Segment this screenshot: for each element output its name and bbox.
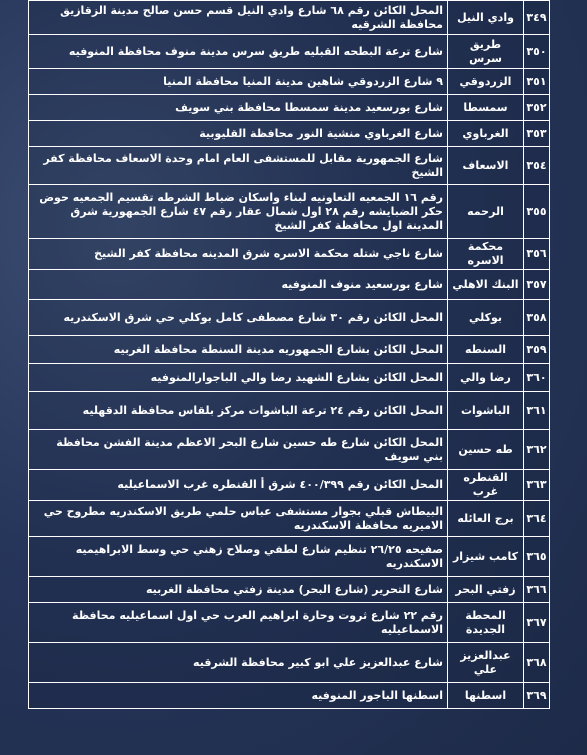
row-number: ٣٦٨ — [524, 643, 550, 683]
branch-address: شارع الجمهورية مقابل للمستشفى العام امام وحدة الاسعاف محافظة كفر الشيخ — [29, 147, 448, 185]
branch-address: صفيحه ٢٦/٢٥ تنظيم شارع لطفي وصلاح زهني حي وسط الابراهيميه الاسكندريه — [29, 537, 448, 577]
branch-name: السنطه — [448, 336, 524, 364]
branches-table-body — [29, 1, 550, 709]
table-row — [29, 364, 550, 392]
branch-name: كامب شيزار — [448, 537, 524, 577]
row-number: ٣٦١ — [524, 392, 550, 430]
branch-name: سمسطا — [448, 95, 524, 121]
branch-name: محكمة الاسره — [448, 239, 524, 270]
branch-name: اسطنها — [448, 683, 524, 709]
table-row — [29, 121, 550, 147]
branch-name: عبدالعزيز علي — [448, 643, 524, 683]
branch-name: المحطة الجديدة — [448, 603, 524, 643]
table-row — [29, 1, 550, 35]
table-row — [29, 603, 550, 643]
branch-address: المحل الكائن رقم ٤٠٠/٣٩٩ شرق أ القنطره غرب الاسماعيليه — [29, 470, 448, 501]
branch-name: وادي النيل — [448, 1, 524, 35]
branch-name: طريق سرس — [448, 35, 524, 69]
branch-address: المحل الكائن رقم ٦٨ شارع وادي النيل قسم حسن صالح مدينة الزقازيق محافظة الشرقيه — [29, 1, 448, 35]
branch-address: شارع الغرباوي منشية النور محافظة القليوبية — [29, 121, 448, 147]
branch-name: الغرباوي — [448, 121, 524, 147]
table-row — [29, 577, 550, 603]
table-row — [29, 147, 550, 185]
branch-address: رقم ٢٢ شارع ثروت وحارة ابراهيم العرب حي اول اسماعيليه محافظة الاسماعيليه — [29, 603, 448, 643]
table-row — [29, 392, 550, 430]
row-number: ٣٦٠ — [524, 364, 550, 392]
row-number: ٣٦٩ — [524, 683, 550, 709]
row-number: ٣٥٤ — [524, 147, 550, 185]
row-number: ٣٦٦ — [524, 577, 550, 603]
branch-address: البيطاش قبلي بجوار مستشفى عباس حلمي طريق الاسكندريه مطروح حي الاميريه محافظة الاسكندريه — [29, 501, 448, 537]
row-number: ٣٥٩ — [524, 336, 550, 364]
branch-address: المحل الكائن رقم ٢٤ ترعة الباشوات مركز بلقاس محافظة الدقهليه — [29, 392, 448, 430]
branch-address: شارع بورسعيد منوف المنوفيه — [29, 270, 448, 300]
row-number: ٣٥٥ — [524, 185, 550, 239]
row-number: ٣٥٠ — [524, 35, 550, 69]
row-number: ٣٥٨ — [524, 300, 550, 336]
branch-address: شارع ترعة البطحه القبليه طريق سرس مدينة منوف محافظة المنوفيه — [29, 35, 448, 69]
branch-name: الرحمه — [448, 185, 524, 239]
row-number: ٣٥٧ — [524, 270, 550, 300]
table-row — [29, 95, 550, 121]
branch-name: برج العائله — [448, 501, 524, 537]
row-number: ٣٥١ — [524, 69, 550, 95]
row-number: ٣٦٤ — [524, 501, 550, 537]
table-row — [29, 69, 550, 95]
table-row — [29, 185, 550, 239]
row-number: ٣٤٩ — [524, 1, 550, 35]
branch-address: رقم ١٦ الجمعيه التعاونيه لبناء واسكان ضباط الشرطه تقسيم الجمعيه حوض حكر الضبايشه رقم ٢٨ اول شمال عقار رقم ٤٧ شارع الجمهورية شرق المدينة اول محافظة كفر الشيخ — [29, 185, 448, 239]
row-number: ٣٥٣ — [524, 121, 550, 147]
branch-name: الاسعاف — [448, 147, 524, 185]
branch-address: المحل الكائن بشارع الشهيد رضا والي الباجوارالمنوفيه — [29, 364, 448, 392]
branch-address: اسطنها الباجور المنوفيه — [29, 683, 448, 709]
branch-name: زفتي البحر — [448, 577, 524, 603]
row-number: ٣٥٦ — [524, 239, 550, 270]
branch-name: بوكلي — [448, 300, 524, 336]
table-row — [29, 300, 550, 336]
row-number: ٣٦٣ — [524, 470, 550, 501]
branch-address: المحل الكائن رقم ٣٠ شارع مصطفى كامل بوكلي حي شرق الاسكندريه — [29, 300, 448, 336]
row-number: ٣٥٢ — [524, 95, 550, 121]
branch-name: رضا والي — [448, 364, 524, 392]
table-row — [29, 270, 550, 300]
branch-address: المحل الكائن شارع طه حسين شارع البحر الاعظم مدينة الفشن محافظة بني سويف — [29, 430, 448, 470]
branch-address: ٩ شارع الزردوقي شاهين مدينة المنيا محافظة المنيا — [29, 69, 448, 95]
table-row — [29, 643, 550, 683]
row-number: ٣٦٧ — [524, 603, 550, 643]
row-number: ٣٦٥ — [524, 537, 550, 577]
table-row — [29, 470, 550, 501]
branch-address: شارع التحرير (شارع البحر) مدينة زفتي محافظة الغربيه — [29, 577, 448, 603]
table-row — [29, 239, 550, 270]
branch-name: الزردوقي — [448, 69, 524, 95]
branch-name: البنك الاهلي — [448, 270, 524, 300]
table-row — [29, 501, 550, 537]
branch-address: شارع عبدالعزيز علي ابو كبير محافظة الشرقيه — [29, 643, 448, 683]
branch-name: الباشوات — [448, 392, 524, 430]
branch-name: طه حسين — [448, 430, 524, 470]
table-row — [29, 683, 550, 709]
branch-address: المحل الكائن بشارع الجمهوريه مدينة السنطة محافظة الغربيه — [29, 336, 448, 364]
branch-name: القنطره غرب — [448, 470, 524, 501]
branches-table — [28, 0, 550, 709]
branch-address: شارع بورسعيد مدينة سمسطا محافظة بني سويف — [29, 95, 448, 121]
row-number: ٣٦٢ — [524, 430, 550, 470]
table-row — [29, 430, 550, 470]
branch-address: شارع ناجي شتله محكمة الاسره شرق المدينه محافظة كفر الشيخ — [29, 239, 448, 270]
table-row — [29, 35, 550, 69]
table-row — [29, 336, 550, 364]
table-row — [29, 537, 550, 577]
